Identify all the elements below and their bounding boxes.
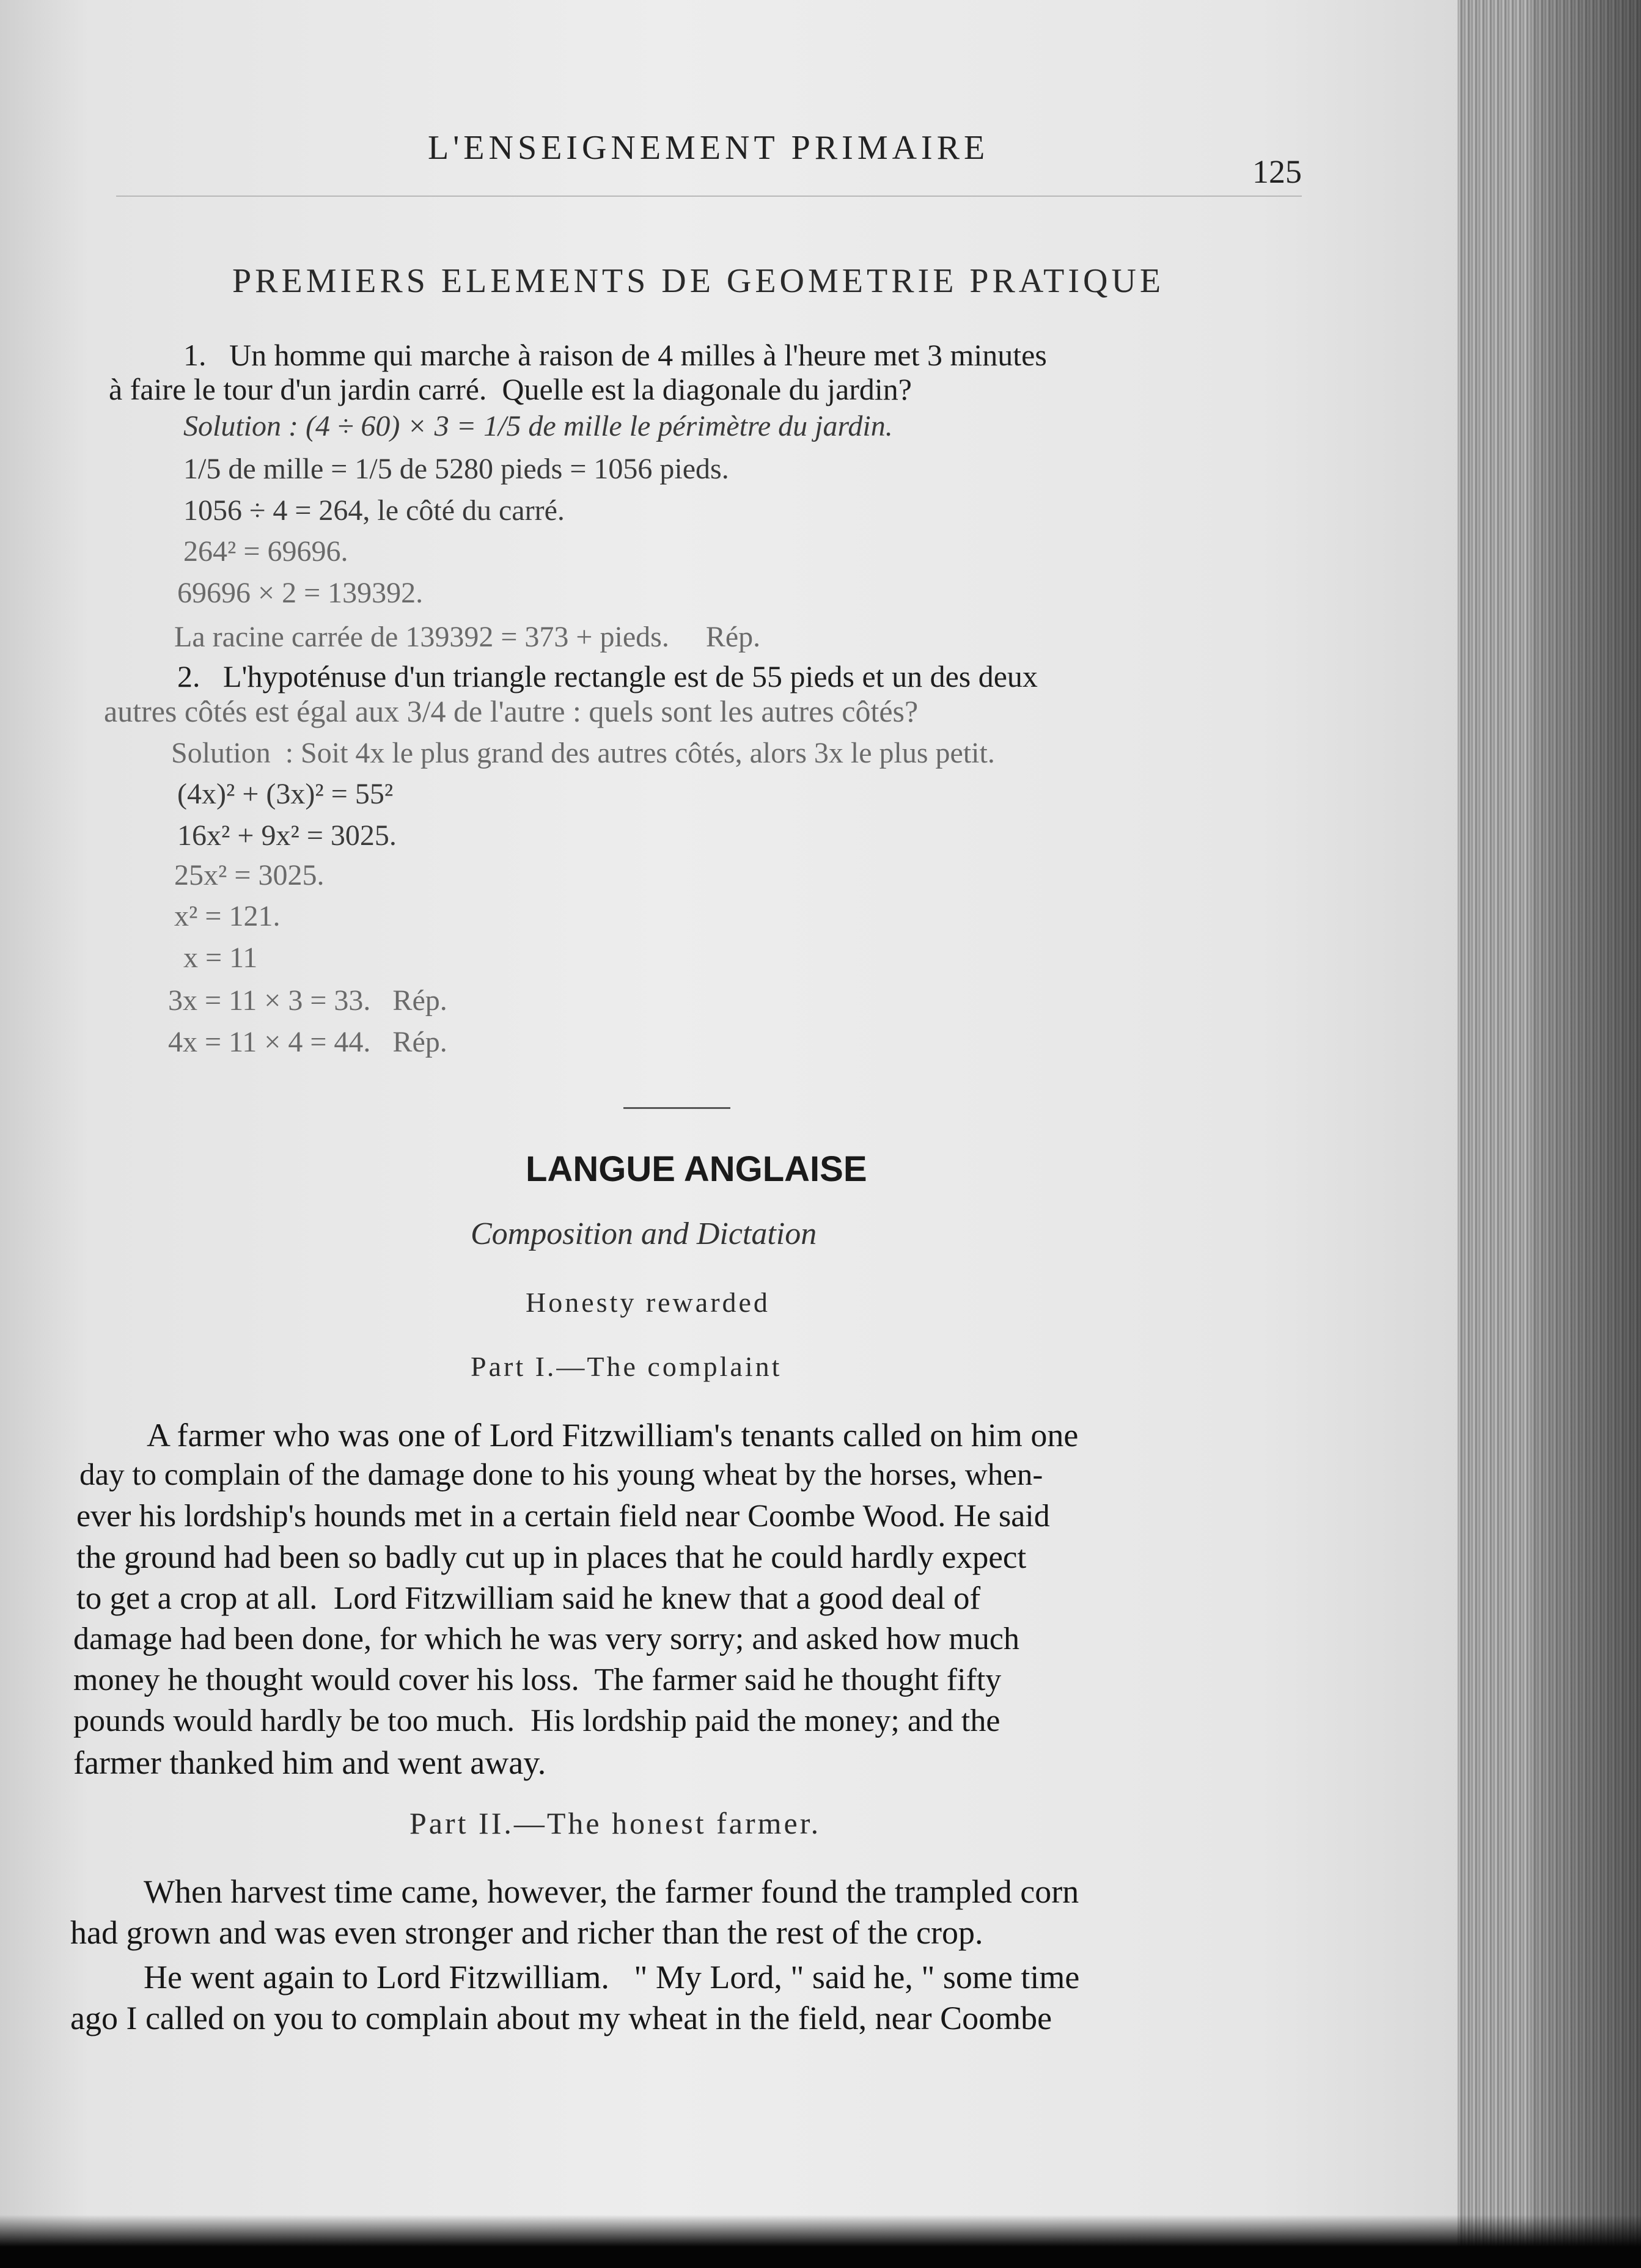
header-title: L'ENSEIGNEMENT PRIMAIRE — [428, 129, 989, 167]
part-2-line: ago I called on you to complain about my wheat in the field, near Coombe — [70, 2000, 1052, 2036]
part-1-title: Part I.—The complaint — [471, 1351, 782, 1382]
solution-1-line: La racine carrée de 139392 = 373 + pieds. Rép. — [174, 621, 761, 653]
bottom-shadow — [0, 2215, 1641, 2268]
part-2-line: had grown and was even stronger and richer than the rest of the crop. — [70, 1914, 983, 1951]
part-1-line: day to complain of the damage done to his young wheat by the horses, when- — [79, 1458, 1043, 1492]
solution-1-line: Solution : (4 ÷ 60) × 3 = 1/5 de mille le périmètre du jardin. — [183, 410, 893, 442]
book-page-edges — [1458, 0, 1641, 2268]
section-title-english: LANGUE ANGLAISE — [526, 1149, 867, 1189]
part-1-line: pounds would hardly be too much. His lordship paid the money; and the — [73, 1703, 1000, 1738]
part-1-line: ever his lordship's hounds met in a certain field near Coombe Wood. He said — [76, 1499, 1050, 1534]
solution-1-line: 1/5 de mille = 1/5 de 5280 pieds = 1056 pieds. — [183, 453, 729, 485]
section-divider — [623, 1107, 730, 1109]
part-1-line: farmer thanked him and went away. — [73, 1744, 546, 1781]
solution-1-line: 69696 × 2 = 139392. — [177, 577, 424, 609]
part-1-line: to get a crop at all. Lord Fitzwilliam said he knew that a good deal of — [76, 1581, 981, 1616]
part-1-line: A farmer who was one of Lord Fitzwilliam's tenants called on him one — [147, 1417, 1079, 1454]
solution-2-line: Solution : Soit 4x le plus grand des autres côtés, alors 3x le plus petit. — [171, 737, 995, 769]
solution-2-line: 4x = 11 × 4 = 44. Rép. — [168, 1026, 447, 1058]
solution-2-line: (4x)² + (3x)² = 55² — [177, 778, 394, 810]
part-1-line: the ground had been so badly cut up in places that he could hardly expect — [76, 1540, 1027, 1575]
section-subtitle: Composition and Dictation — [471, 1216, 817, 1251]
problem-1-line-1: 1. Un homme qui marche à raison de 4 milles à l'heure met 3 minutes — [183, 338, 1047, 372]
part-2-title: Part II.—The honest farmer. — [409, 1806, 821, 1840]
story-title: Honesty rewarded — [526, 1287, 770, 1318]
problem-2-line-2: autres côtés est égal aux 3/4 de l'autre : quels sont les autres côtés? — [104, 694, 919, 728]
solution-2-line: 3x = 11 × 3 = 33. Rép. — [168, 984, 447, 1017]
solution-2-line: x = 11 — [183, 942, 258, 974]
part-2-line: When harvest time came, however, the farmer found the trampled corn — [144, 1873, 1079, 1910]
part-1-line: damage had been done, for which he was very sorry; and asked how much — [73, 1622, 1019, 1656]
solution-1-line: 264² = 69696. — [183, 535, 348, 568]
problem-1-line-2: à faire le tour d'un jardin carré. Quelle est la diagonale du jardin? — [109, 372, 912, 406]
part-2-line: He went again to Lord Fitzwilliam. " My Lord, " said he, " some time — [144, 1959, 1080, 1995]
solution-2-line: x² = 121. — [174, 900, 281, 932]
problem-2-line-1: 2. L'hypoténuse d'un triangle rectangle est de 55 pieds et un des deux — [177, 659, 1038, 693]
section-title-geometry: PREMIERS ELEMENTS DE GEOMETRIE PRATIQUE — [232, 262, 1165, 300]
running-header — [116, 128, 1302, 197]
solution-2-line: 25x² = 3025. — [174, 859, 325, 891]
solution-1-line: 1056 ÷ 4 = 264, le côté du carré. — [183, 494, 565, 527]
part-1-line: money he thought would cover his loss. The farmer said he thought fifty — [73, 1663, 1002, 1697]
solution-2-line: 16x² + 9x² = 3025. — [177, 819, 397, 852]
page-number: 125 — [1252, 153, 1302, 190]
